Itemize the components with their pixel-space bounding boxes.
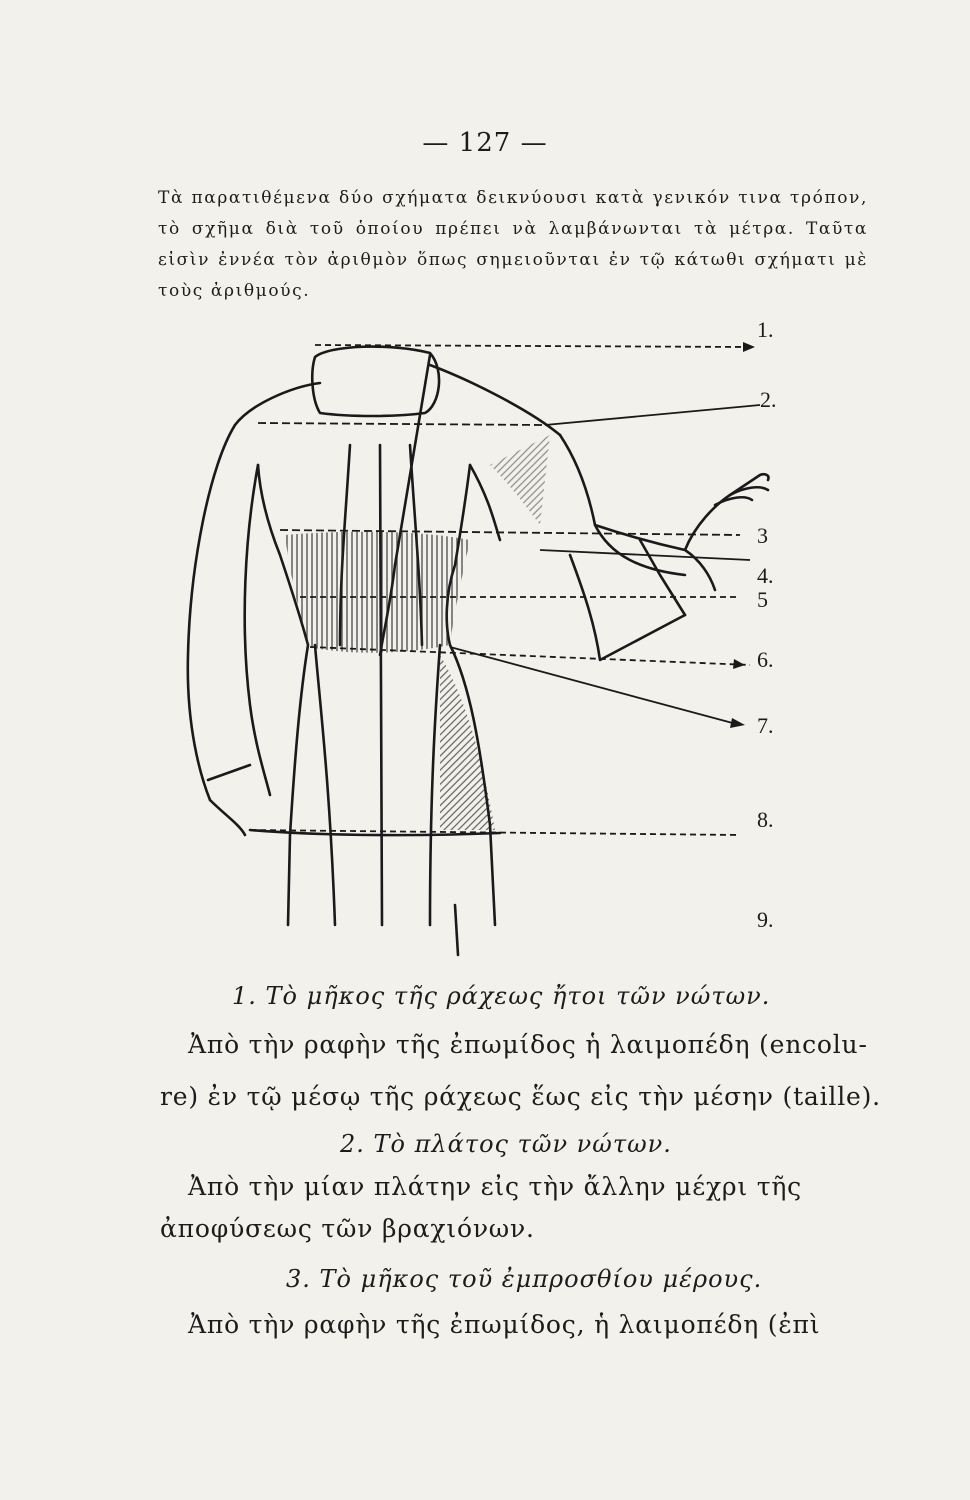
figure-number-3: 3 [757,523,768,548]
figure-number-6: 6. [757,647,774,672]
figure-number-5: 5 [757,587,768,612]
figure-number-8: 8. [757,807,774,832]
page-number: — 127 — [422,128,548,158]
item-1-caption: 1. Τὸ μῆκος τῆς ράχεως ἤτοι τῶν νώτων. [232,982,771,1010]
jacket-measurement-figure [140,317,840,965]
figure-number-7: 7. [757,713,774,738]
item-2-caption: 2. Τὸ πλάτος τῶν νώτων. [340,1130,672,1158]
item-1-line-1: Ἀπὸ τὴν ραφὴν τῆς ἐπωμίδος ἡ λαιμοπέδη (encolu- [188,1030,868,1059]
item-3-caption: 3. Τὸ μῆκος τοῦ ἐμπροσθίου μέρους. [286,1265,763,1293]
figure-number-2: 2. [760,387,777,412]
item-2-line-1: Ἀπὸ τὴν μίαν πλάτην εἰς τὴν ἄλλην μέχρι τῆς [188,1172,802,1201]
figure-number-9: 9. [757,907,774,932]
item-3-line-1: Ἀπὸ τὴν ραφὴν τῆς ἐπωμίδος, ἡ λαιμοπέδη (ἐπὶ [188,1310,821,1339]
jacket-illustration [140,325,840,965]
figure-number-1: 1. [757,317,774,342]
item-1-line-2: re) ἐν τῷ μέσῳ τῆς ράχεως ἕως εἰς τὴν μέσην (taille). [160,1082,881,1111]
item-2-line-2: ἀποφύσεως τῶν βραχιόνων. [160,1214,535,1243]
figure-number-4: 4. [757,563,774,588]
intro-paragraph: Τὰ παρατιθέμενα δύο σχήματα δεικνύουσι κατὰ γενικόν τινα τρόπον, τὸ σχῆμα διὰ τοῦ ὁποίου πρέπει νὰ λαμβάνωνται τὰ μέτρα. Ταῦτα εἰσὶν ἐννέα τὸν ἀριθμὸν ὅπως σημειοῦνται ἐν τῷ κάτωθι σχήματι μὲ τοὺς ἀριθμούς. [158,188,868,301]
